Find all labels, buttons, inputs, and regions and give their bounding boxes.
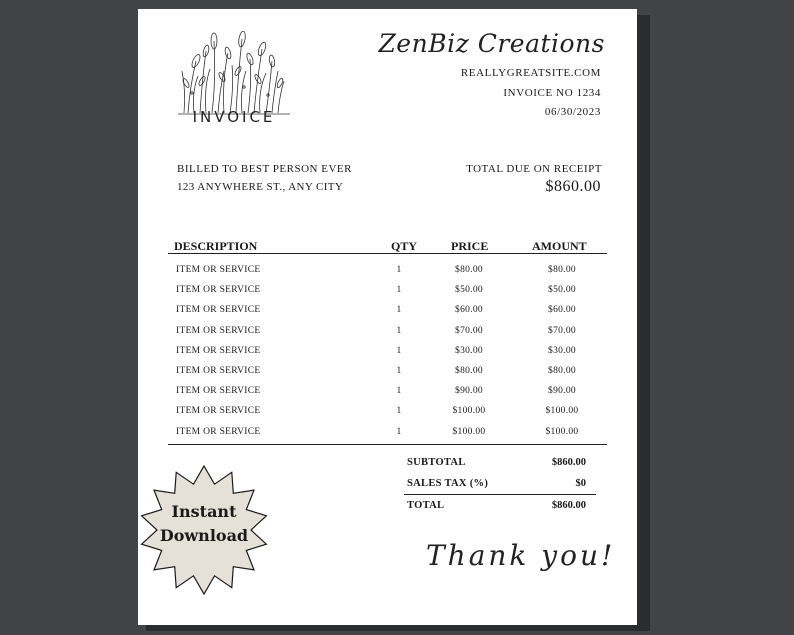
item-description: ITEM OR SERVICE bbox=[176, 365, 261, 376]
item-price: $100.00 bbox=[452, 426, 486, 437]
line-items bbox=[138, 265, 637, 447]
item-amount: $80.00 bbox=[548, 265, 576, 275]
column-header-amount: AMOUNT bbox=[532, 239, 587, 253]
item-price: $90.00 bbox=[455, 386, 483, 397]
invoice-date: 06/30/2023 bbox=[544, 106, 601, 118]
table-row bbox=[138, 346, 637, 366]
brand-name: ZenBiz Creations bbox=[378, 29, 605, 58]
wildflower-grass-icon bbox=[178, 31, 290, 115]
table-bottom-divider bbox=[168, 444, 607, 445]
total-value: $860.00 bbox=[551, 500, 586, 511]
total-due-label: TOTAL DUE ON RECEIPT bbox=[466, 163, 602, 175]
item-amount: $80.00 bbox=[548, 365, 576, 376]
item-qty: 1 bbox=[396, 265, 402, 275]
item-description: ITEM OR SERVICE bbox=[176, 325, 261, 336]
item-qty: 1 bbox=[396, 406, 402, 417]
item-qty: 1 bbox=[396, 285, 402, 296]
subtotal-label: SUBTOTAL bbox=[407, 457, 466, 468]
table-row bbox=[138, 285, 637, 305]
item-qty: 1 bbox=[396, 305, 402, 316]
item-amount: $60.00 bbox=[548, 305, 576, 316]
item-qty: 1 bbox=[396, 426, 402, 437]
item-qty: 1 bbox=[396, 325, 402, 336]
item-amount: $100.00 bbox=[545, 406, 579, 417]
item-description: ITEM OR SERVICE bbox=[176, 285, 261, 296]
item-price: $100.00 bbox=[452, 406, 486, 417]
item-qty: 1 bbox=[396, 365, 402, 376]
table-row bbox=[138, 386, 637, 406]
item-description: ITEM OR SERVICE bbox=[176, 426, 261, 437]
item-amount: $30.00 bbox=[548, 345, 576, 356]
column-header-price: PRICE bbox=[451, 239, 489, 253]
item-description: ITEM OR SERVICE bbox=[176, 305, 261, 316]
item-description: ITEM OR SERVICE bbox=[176, 265, 261, 275]
summary-divider bbox=[404, 494, 596, 495]
item-amount: $90.00 bbox=[548, 386, 576, 397]
item-amount: $70.00 bbox=[548, 325, 576, 336]
item-price: $80.00 bbox=[455, 365, 483, 376]
item-price: $30.00 bbox=[455, 345, 483, 356]
table-row bbox=[138, 366, 637, 386]
sales-tax-label: SALES TAX (%) bbox=[407, 478, 489, 489]
item-price: $70.00 bbox=[455, 325, 483, 336]
billing-address: 123 ANYWHERE ST., ANY CITY bbox=[177, 181, 344, 193]
badge-line-download: Download bbox=[159, 526, 249, 545]
item-description: ITEM OR SERVICE bbox=[176, 345, 261, 356]
instant-download-badge-text bbox=[138, 500, 270, 548]
table-header-divider bbox=[168, 253, 607, 254]
total-label: TOTAL bbox=[407, 500, 445, 511]
invoice-title: INVOICE bbox=[192, 108, 276, 126]
table-row bbox=[138, 265, 637, 285]
item-description: ITEM OR SERVICE bbox=[176, 406, 261, 417]
thank-you-note: Thank you! bbox=[426, 539, 616, 572]
table-row bbox=[138, 305, 637, 325]
billed-to: BILLED TO BEST PERSON EVER bbox=[177, 163, 352, 175]
item-price: $50.00 bbox=[455, 285, 483, 296]
company-website: REALLYGREATSITE.COM bbox=[460, 67, 601, 79]
invoice-page bbox=[138, 9, 637, 625]
subtotal-value: $860.00 bbox=[551, 457, 586, 468]
table-row bbox=[138, 326, 637, 346]
total-due-amount: $860.00 bbox=[545, 178, 601, 195]
item-qty: 1 bbox=[396, 345, 402, 356]
item-price: $60.00 bbox=[455, 305, 483, 316]
item-amount: $100.00 bbox=[545, 426, 579, 437]
item-price: $80.00 bbox=[455, 265, 483, 275]
item-qty: 1 bbox=[396, 386, 402, 397]
column-header-description: DESCRIPTION bbox=[174, 239, 258, 253]
item-amount: $50.00 bbox=[548, 285, 576, 296]
table-row bbox=[138, 406, 637, 426]
item-description: ITEM OR SERVICE bbox=[176, 386, 261, 397]
column-header-qty: QTY bbox=[391, 239, 418, 253]
invoice-number: INVOICE NO 1234 bbox=[503, 87, 601, 99]
sales-tax-value: $0 bbox=[575, 478, 586, 489]
badge-line-instant: Instant bbox=[171, 502, 237, 521]
